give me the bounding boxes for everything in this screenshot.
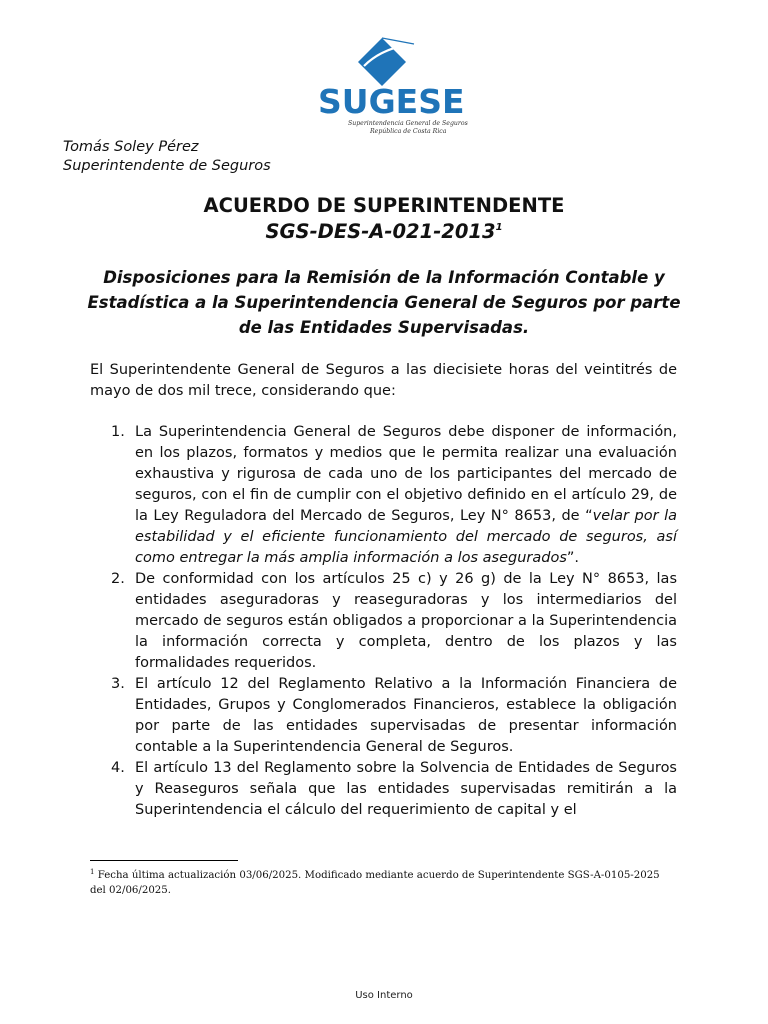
document-code [0,220,768,243]
sugese-logo [318,36,468,138]
footnote-text: Fecha última actualización 03/06/2025. Modificado mediante acuerdo de Superintendente SGS-A-0105-2025 del 02/06/2025. [90,870,660,896]
list-item-text: De conformidad con los artículos 25 c) y 26 g) de la Ley N° 8653, las entidades aseguradoras y reaseguradoras y los intermediarios del mercado de seguros están obligados a proporcionar a la Superintendencia la información correcta y completa, dentro de los plazos y las formalidades requeridos. [135,571,677,671]
logo-subtitle-line1: Superintendencia General de Seguros [348,120,468,127]
list-item-text: La Superintendencia General de Seguros debe disponer de información, en los plazos, formatos y medios que le permita realizar una evaluación exhaustiva y rigurosa de cada uno de los participantes del mercado de seguros, con el fin de cumplir con el objetivo definido en el artículo 29, de la Ley Reguladora del Mercado de Seguros, Ley N° 8653, de “ [135,424,677,524]
logo-subtitle-line2: República de Costa Rica [370,128,447,135]
list-item [90,674,677,758]
signer-role: Superintendente de Seguros [63,158,271,174]
signer-block [63,138,271,176]
footnote-mark: 1 [90,868,95,876]
list-item [90,758,677,821]
footnote-ref: 1 [495,222,503,233]
document-title: ACUERDO DE SUPERINTENDENTE [203,194,565,217]
signer-name: Tomás Soley Pérez [63,139,199,155]
diamond-logo-icon [356,36,418,88]
document-subtitle: Disposiciones para la Remisión de la Información Contable y Estadística a la Superintendencia General de Seguros por parte de las Entidades Supervisadas. [87,268,681,337]
list-item-text: El artículo 12 del Reglamento Relativo a la Información Financiera de Entidades, Grupos y Conglomerados Financieros, establece la obligación por parte de las entidades supervisadas de presentar información contable a la Superintendencia General de Seguros. [135,676,677,755]
document-code-text: SGS-DES-A-021-2013 [265,220,496,243]
list-item-text-end: ”. [566,550,580,566]
page-footer: Uso Interno [355,990,413,1001]
list-item-number: 1. [111,424,125,440]
list-item-quote: velar por la estabilidad y el eficiente funcionamiento del mercado de seguros, así como entregar la más amplia información a los asegurados [135,508,677,566]
list-item [90,569,677,674]
list-item-text: El artículo 13 del Reglamento sobre la Solvencia de Entidades de Seguros y Reaseguros señala que las entidades supervisadas remitirán a la Superintendencia el cálculo del requerimiento de capital y el [135,760,677,818]
list-item-number: 3. [111,676,125,692]
footnote [90,865,668,898]
footnote-separator [90,860,238,861]
list-item [90,422,677,569]
intro-paragraph: El Superintendente General de Seguros a las diecisiete horas del veintitrés de mayo de dos mil trece, considerando que: [90,362,677,399]
considerations-list [90,422,677,821]
list-item-number: 2. [111,571,125,587]
list-item-number: 4. [111,760,125,776]
logo-wordmark: SUGESE [318,82,465,121]
